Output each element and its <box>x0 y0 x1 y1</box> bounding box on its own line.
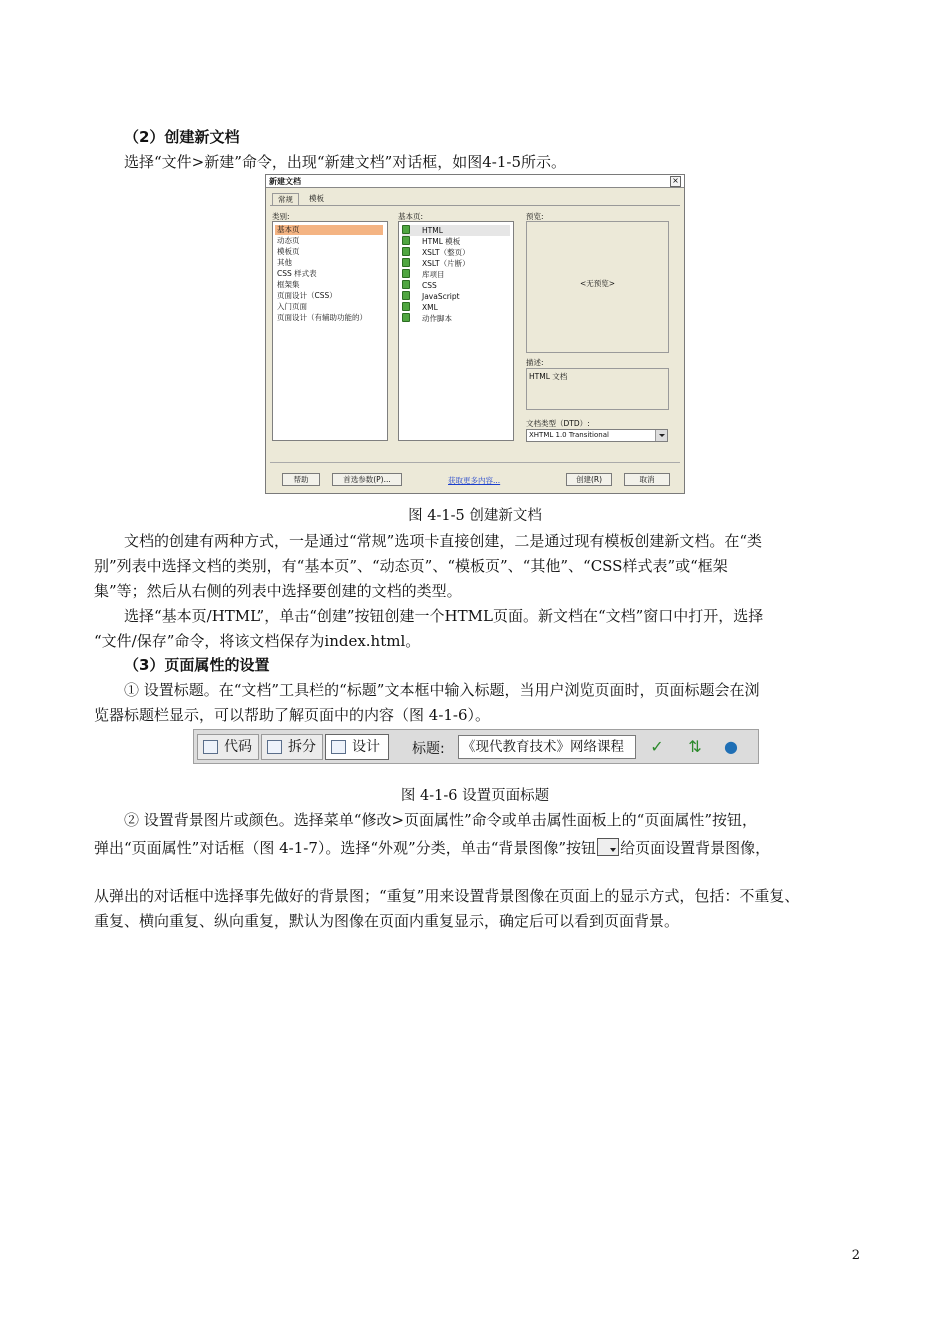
title-input[interactable]: 《现代教育技术》网络课程 <box>458 735 636 759</box>
description-text: HTML 文档 <box>529 372 568 381</box>
basic-item[interactable]: XML <box>402 302 438 313</box>
paragraph-line: 弹出“页面属性”对话框（图 4-1-7）。选择“外观”分类，单击“背景图像”按钮 给页面设置背景图像， <box>94 839 771 857</box>
tab-general[interactable]: 常规 <box>272 193 299 205</box>
help-button[interactable]: 帮助 <box>282 473 320 486</box>
design-icon <box>331 740 346 754</box>
basic-item[interactable]: CSS <box>402 280 437 291</box>
dialog-title: 新建文档 <box>269 177 301 186</box>
document-icon <box>402 269 410 278</box>
document-icon <box>402 302 410 311</box>
document-icon <box>402 258 410 267</box>
category-item[interactable]: 动态页 <box>277 236 300 245</box>
validate-icon[interactable]: ✓ <box>650 737 664 756</box>
design-view-button[interactable]: 设计 <box>325 734 389 760</box>
preview-label: 预览: <box>526 212 544 221</box>
paragraph-line: “文件/保存”命令，将该文档保存为index.html。 <box>94 632 421 650</box>
category-item[interactable]: 其他 <box>277 258 292 267</box>
tab-divider <box>270 205 680 206</box>
dialog-titlebar <box>266 175 684 188</box>
paragraph-line: 重复、横向重复、纵向重复，默认为图像在页面内重复显示，确定后可以看到页面背景。 <box>94 912 680 930</box>
tab-template[interactable]: 模板 <box>309 194 324 203</box>
code-icon <box>203 740 218 754</box>
basic-item[interactable]: 动作脚本 <box>402 313 452 324</box>
document-icon <box>402 313 410 322</box>
figure-caption-4-1-6: 图 4-1-6 设置页面标题 <box>400 788 550 804</box>
get-more-content-link[interactable]: 获取更多内容... <box>448 476 501 485</box>
section-heading-2: （2）创建新文档 <box>124 128 240 146</box>
basic-page-label: 基本页: <box>398 212 424 221</box>
basic-item[interactable]: XSLT（整页） <box>402 247 470 258</box>
category-item[interactable]: 框架集 <box>277 280 300 289</box>
category-list[interactable] <box>272 221 388 441</box>
doctype-value: XHTML 1.0 Transitional <box>529 431 609 439</box>
preview-pane <box>526 221 669 353</box>
doctype-label: 文档类型（DTD）: <box>526 419 590 428</box>
paragraph-line: 选择“基本页/HTML”，单击“创建”按钮创建一个HTML页面。新文档在“文档”窗口中打开，选择 <box>124 607 764 625</box>
category-item[interactable]: 页面设计（CSS） <box>277 291 337 300</box>
split-icon <box>267 740 282 754</box>
figure-caption-4-1-5: 图 4-1-5 创建新文档 <box>408 508 542 524</box>
basic-item[interactable]: JavaScript <box>402 291 460 302</box>
paragraph-line: 从弹出的对话框中选择事先做好的背景图；“重复”用来设置背景图像在页面上的显示方式，包括：不重复、 <box>94 887 800 905</box>
paragraph-line: 览器标题栏显示，可以帮助了解页面中的内容（图 4-1-6）。 <box>94 706 491 724</box>
document-icon <box>402 280 410 289</box>
preview-text: <无预览> <box>579 279 616 288</box>
category-item[interactable]: 入门页面 <box>277 302 307 311</box>
category-item[interactable]: CSS 样式表 <box>277 269 317 278</box>
create-button[interactable]: 创建(R) <box>566 473 612 486</box>
paragraph-line: 别”列表中选择文档的类别，有“基本页”、“动态页”、“模板页”、“其他”、“CSS样式表”或“框架 <box>94 557 728 575</box>
title-label: 标题: <box>412 741 445 757</box>
description-label: 描述: <box>526 358 544 367</box>
preview-globe-icon[interactable]: ● <box>724 737 738 756</box>
document-icon <box>402 247 410 256</box>
code-view-button[interactable]: 代码 <box>197 734 259 760</box>
category-label: 类别: <box>272 212 290 221</box>
basic-item[interactable]: XSLT（片断） <box>402 258 470 269</box>
split-view-button[interactable]: 拆分 <box>261 734 323 760</box>
paragraph-line: 文档的创建有两种方式，一是通过“常规”选项卡直接创建，二是通过现有模板创建新文档。在“类 <box>124 532 763 550</box>
category-item[interactable]: 模板页 <box>277 247 300 256</box>
category-item[interactable]: 页面设计（有辅助功能的） <box>277 313 367 322</box>
chevron-down-icon[interactable] <box>655 430 667 441</box>
basic-item-html[interactable]: HTML <box>402 225 510 236</box>
cancel-button[interactable]: 取消 <box>624 473 670 486</box>
document-icon <box>402 291 410 300</box>
paragraph-line: ② 设置背景图片或颜色。选择菜单“修改>页面属性”命令或单击属性面板上的“页面属性”按钮， <box>124 811 758 829</box>
preferences-button[interactable]: 首选参数(P)... <box>332 473 402 486</box>
document-icon <box>402 225 410 234</box>
file-transfer-icon[interactable]: ⇅ <box>688 737 702 756</box>
section-heading-3: （3）页面属性的设置 <box>124 656 270 674</box>
basic-page-list[interactable] <box>398 221 514 441</box>
new-document-dialog <box>265 174 685 494</box>
category-item-basic[interactable]: 基本页 <box>275 225 383 235</box>
dialog-divider <box>270 462 680 463</box>
close-icon[interactable]: × <box>670 176 681 187</box>
browse-button-icon <box>597 838 619 856</box>
paragraph-line: ① 设置标题。在“文档”工具栏的“标题”文本框中输入标题，当用户浏览页面时，页面标题会在浏 <box>124 681 760 699</box>
basic-item[interactable]: 库项目 <box>402 269 445 280</box>
paragraph-line: 集”等；然后从右侧的列表中选择要创建的文档的类型。 <box>94 582 462 600</box>
document-icon <box>402 236 410 245</box>
document-toolbar <box>193 729 759 764</box>
description-box <box>526 368 669 410</box>
doctype-select[interactable] <box>526 429 668 442</box>
basic-item[interactable]: HTML 模板 <box>402 236 460 247</box>
section2-intro: 选择“文件>新建”命令，出现“新建文档”对话框，如图4-1-5所示。 <box>124 153 567 171</box>
page-number: 2 <box>851 1248 860 1263</box>
